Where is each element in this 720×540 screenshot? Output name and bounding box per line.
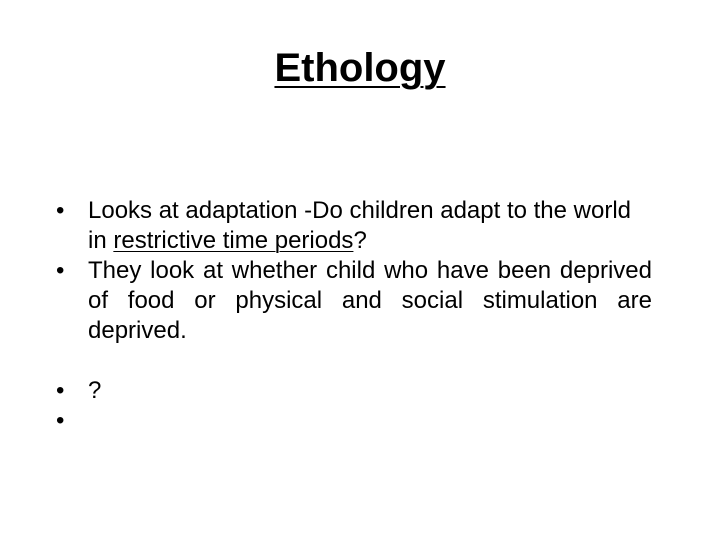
bullet-item-deprivation — [56, 256, 652, 346]
bullet-text: ? — [88, 377, 102, 404]
bullet-text-after: ? — [353, 227, 367, 254]
bullet-icon: • — [56, 407, 65, 434]
bullet-icon: • — [56, 257, 65, 284]
bullet-text: They look at whether child who have been deprived of food or physical and social stimulation are deprived. — [88, 257, 652, 344]
slide-body — [56, 196, 652, 436]
bullet-icon: • — [56, 377, 65, 404]
slide-title: Ethology — [274, 46, 446, 90]
bullet-text-before: Looks at adaptation -Do children adapt to the world in — [88, 197, 632, 254]
spacer — [56, 346, 652, 376]
bullet-item-question — [56, 376, 652, 406]
bullet-text-underlined: restrictive time periods — [113, 227, 354, 254]
bullet-icon: • — [56, 197, 65, 224]
bullet-item-adaptation — [56, 196, 652, 256]
bullet-item-empty — [56, 406, 652, 436]
